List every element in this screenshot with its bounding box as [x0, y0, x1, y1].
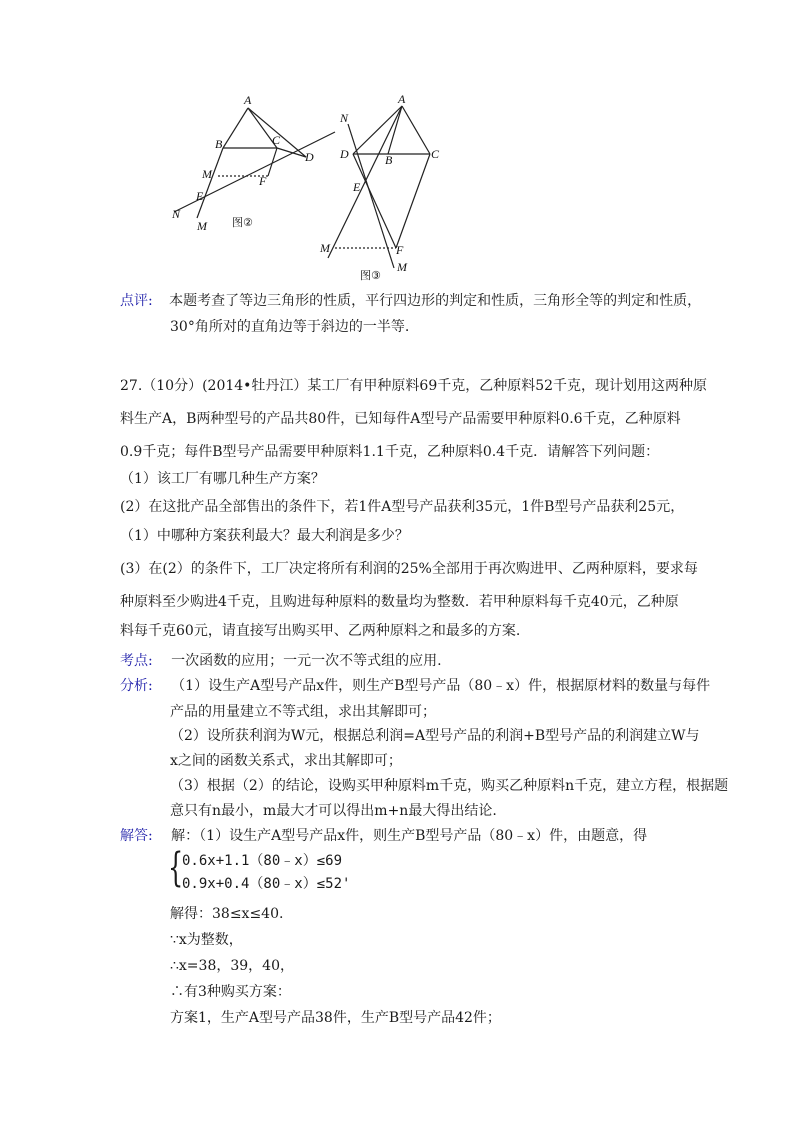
kaodian-text: 一次函数的应用；一元一次不等式组的应用. [171, 653, 442, 669]
inequality-1: 0.6x+1.1（80﹣x）≤69 [182, 853, 343, 869]
figure-3 [328, 106, 430, 268]
fig2-label-E: E [196, 189, 204, 203]
fig3-label-M: M [320, 241, 330, 255]
fig3-caption: 图③ [360, 269, 381, 282]
comment-tag: 点评: [120, 293, 153, 309]
fig3-label-E: E [353, 180, 361, 194]
fig2-label-B: B [215, 137, 223, 151]
question-2-line-1: (2）在这批产品全部售出的条件下，若1件A型号产品获利35元，1件B型号产品获利25元， [120, 499, 685, 515]
question-1: （1）该工厂有哪几种生产方案？ [120, 471, 325, 487]
jieda-line-6: 方案1，生产A型号产品38件，生产B型号产品42件； [170, 1010, 501, 1026]
jieda-line-2: 解得：38≤x≤40. [170, 906, 284, 922]
jieda-line-1: 解：（1）设生产A型号产品x件，则生产B型号产品（80﹣x）件，由题意，得 [171, 828, 648, 844]
jieda-line-4: ∴x=38，39，40， [170, 958, 294, 974]
fig2-label-N: N [172, 207, 181, 221]
fenxi-line-4: x之间的函数关系式，求出其解即可； [170, 753, 402, 769]
fig2-label-M-bottom: M [197, 219, 207, 233]
question-2-line-2: （1）中哪种方案获利最大？最大利润是多少？ [120, 528, 409, 544]
fig3-label-A: A [398, 92, 406, 106]
inequality-brace: { [168, 845, 184, 891]
fig2-label-C: C [272, 133, 281, 147]
question-3-line-3: 料每千克60元，请直接写出购买甲、乙两种原料之和最多的方案. [120, 623, 521, 639]
inequality-2: 0.9x+0.4（80﹣x）≤52' [182, 876, 351, 892]
fenxi-row [120, 677, 710, 695]
fenxi-line-5: （3）根据（2）的结论，设购买甲种原料m千克，购买乙种原料n千克，建立方程，根据题 [170, 778, 729, 794]
figure-2-labels [171, 93, 314, 233]
jieda-line-3: ∵x为整数， [170, 932, 243, 948]
fenxi-line-6: 意只有n最小，m最大才可以得出m+n最大得出结论. [170, 803, 497, 819]
fig3-label-D: D [340, 147, 349, 161]
fig3-label-N: N [340, 111, 349, 125]
jieda-row [120, 827, 647, 845]
fenxi-line-1: （1）设生产A型号产品x件，则生产B型号产品（80﹣x）件，根据原材料的数量与每件 [171, 678, 711, 694]
fenxi-line-2: 产品的用量建立不等式组，求出其解即可； [170, 704, 436, 720]
fig3-label-B: B [385, 153, 393, 167]
comment-line-2: 30°角所对的直角边等于斜边的一半等. [170, 319, 410, 335]
kaodian-tag: 考点: [120, 653, 153, 669]
problem-line-3: 0.9千克；每件B型号产品需要甲种原料1.1千克，乙种原料0.4千克．请解答下列问题： [120, 444, 660, 460]
question-3-line-1: (3）在(2）的条件下，工厂决定将所有利润的25%全部用于再次购进甲、乙两种原料，要求每 [120, 561, 698, 577]
fig3-label-M-bottom: M [397, 260, 407, 274]
fig2-caption: 图② [232, 216, 253, 229]
fenxi-tag: 分析: [120, 678, 153, 694]
fig3-label-C: C [431, 147, 440, 161]
problem-line-2: 料生产A，B两种型号的产品共80件，已知每件A型号产品需要甲种原料0.6千克，乙种原料 [120, 411, 681, 427]
fig2-label-M: M [202, 167, 212, 181]
fig2-label-F: F [259, 174, 267, 188]
fig2-label-D: D [305, 150, 314, 164]
comment-row [120, 292, 701, 310]
jieda-line-5: ∴有3种购买方案： [170, 984, 291, 1000]
geometry-figures [160, 90, 460, 289]
jieda-tag: 解答: [120, 828, 153, 844]
figure-3-labels [319, 92, 440, 282]
fig3-label-F: F [396, 243, 404, 257]
fig2-label-A: A [244, 93, 252, 107]
question-3-line-2: 种原料至少购进4千克，且购进每种原料的数量均为整数．若甲种原料每千克40元，乙种原 [120, 594, 679, 610]
problem-line-1: 27.（10分）(2014•牡丹江）某工厂有甲种原料69千克，乙种原料52千克，现计划用这两种原 [120, 378, 708, 394]
comment-line-1: 本题考查了等边三角形的性质，平行四边形的判定和性质，三角形全等的判定和性质， [169, 293, 702, 309]
kaodian-row [120, 652, 442, 670]
fenxi-line-3: （2）设所获利润为W元，根据总利润=A型号产品的利润+B型号产品的利润建立W与 [170, 728, 700, 744]
